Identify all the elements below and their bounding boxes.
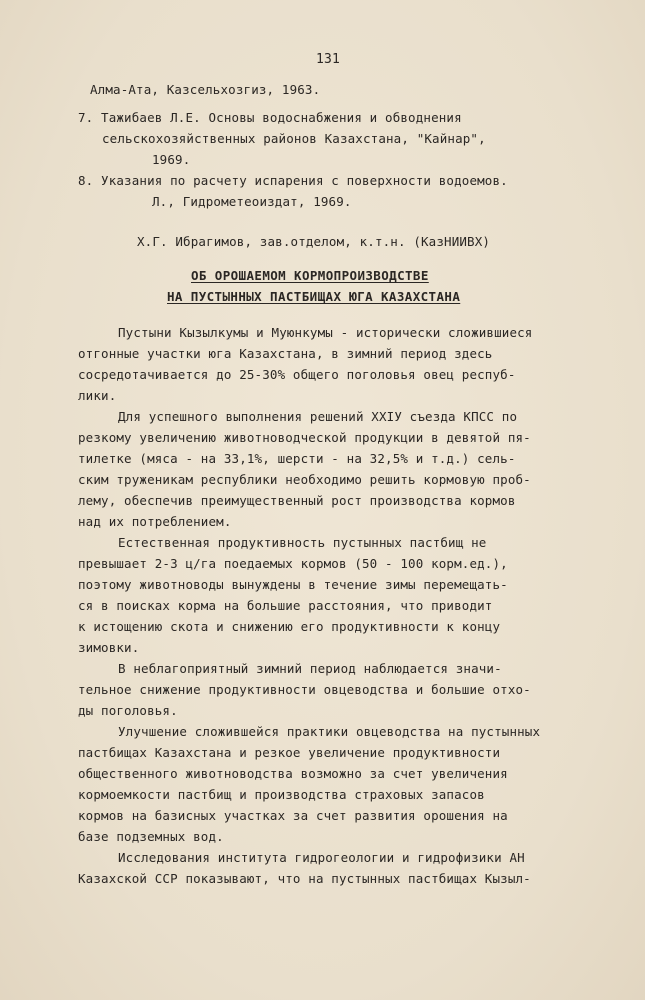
reference-continuation: Алма-Ата, Казсельхозгиз, 1963. bbox=[90, 82, 321, 97]
body-line: отгонные участки юга Казахстана, в зимний период здесь bbox=[78, 346, 493, 361]
body-line: ся в поисках корма на большие расстояния, что приводит bbox=[78, 598, 493, 613]
body-line: В неблагоприятный зимний период наблюдается значи- bbox=[118, 661, 502, 676]
body-line: зимовки. bbox=[78, 640, 140, 655]
article-title-line-1: ОБ ОРОШАЕМОМ КОРМОПРОИЗВОДСТВЕ bbox=[191, 268, 429, 283]
body-line: лики. bbox=[78, 388, 117, 403]
body-line: кормов на базисных участках за счет развития орошения на bbox=[78, 808, 508, 823]
reference-7-line-2: сельскохозяйственных районов Казахстана, "Кайнар", bbox=[102, 131, 486, 146]
body-line: Улучшение сложившейся практики овцеводства на пустынных bbox=[118, 724, 541, 739]
body-line: Исследования института гидрогеологии и гидрофизики АН bbox=[118, 850, 525, 865]
body-line: поэтому животноводы вынуждены в течение зимы перемещать- bbox=[78, 577, 508, 592]
body-line: Естественная продуктивность пустынных пастбищ не bbox=[118, 535, 487, 550]
author-line: Х.Г. Ибрагимов, зав.отделом, к.т.н. (КазНИИВХ) bbox=[137, 234, 491, 249]
body-line: Для успешного выполнения решений XXIУ съезда КПСС по bbox=[118, 409, 518, 424]
page-number: 131 bbox=[316, 52, 340, 67]
reference-8-line-1: 8. Указания по расчету испарения с поверхности водоемов. bbox=[78, 173, 508, 188]
body-line: Казахской ССР показывают, что на пустынных пастбищах Кызыл- bbox=[78, 871, 531, 886]
body-line: тельное снижение продуктивности овцеводства и большие отхо- bbox=[78, 682, 531, 697]
body-line: сосредотачивается до 25-30% общего поголовья овец респуб- bbox=[78, 367, 516, 382]
body-line: общественного животноводства возможно за счет увеличения bbox=[78, 766, 508, 781]
body-line: Пустыни Кызылкумы и Муюнкумы - исторически сложившиеся bbox=[118, 325, 533, 340]
body-line: пастбищах Казахстана и резкое увеличение продуктивности bbox=[78, 745, 501, 760]
reference-7-line-1: 7. Тажибаев Л.Е. Основы водоснабжения и обводнения bbox=[78, 110, 462, 125]
body-line: ды поголовья. bbox=[78, 703, 178, 718]
body-line: ским труженикам республики необходимо решить кормовую проб- bbox=[78, 472, 531, 487]
body-line: над их потреблением. bbox=[78, 514, 232, 529]
reference-7-line-3: 1969. bbox=[152, 152, 191, 167]
body-line: лему, обеспечив преимущественный рост производства кормов bbox=[78, 493, 516, 508]
body-line: резкому увеличению животноводческой продукции в девятой пя- bbox=[78, 430, 531, 445]
body-line: кормоемкости пастбищ и производства страховых запасов bbox=[78, 787, 485, 802]
body-line: тилетке (мяса - на 33,1%, шерсти - на 32,5% и т.д.) сель- bbox=[78, 451, 516, 466]
reference-8-line-2: Л., Гидрометеоиздат, 1969. bbox=[152, 194, 352, 209]
article-title-line-2: НА ПУСТЫННЫХ ПАСТБИЩАХ ЮГА КАЗАХСТАНА bbox=[167, 289, 461, 304]
body-line: превышает 2-3 ц/га поедаемых кормов (50 - 100 корм.ед.), bbox=[78, 556, 508, 571]
body-line: к истощению скота и снижению его продуктивности к концу bbox=[78, 619, 501, 634]
body-line: базе подземных вод. bbox=[78, 829, 224, 844]
